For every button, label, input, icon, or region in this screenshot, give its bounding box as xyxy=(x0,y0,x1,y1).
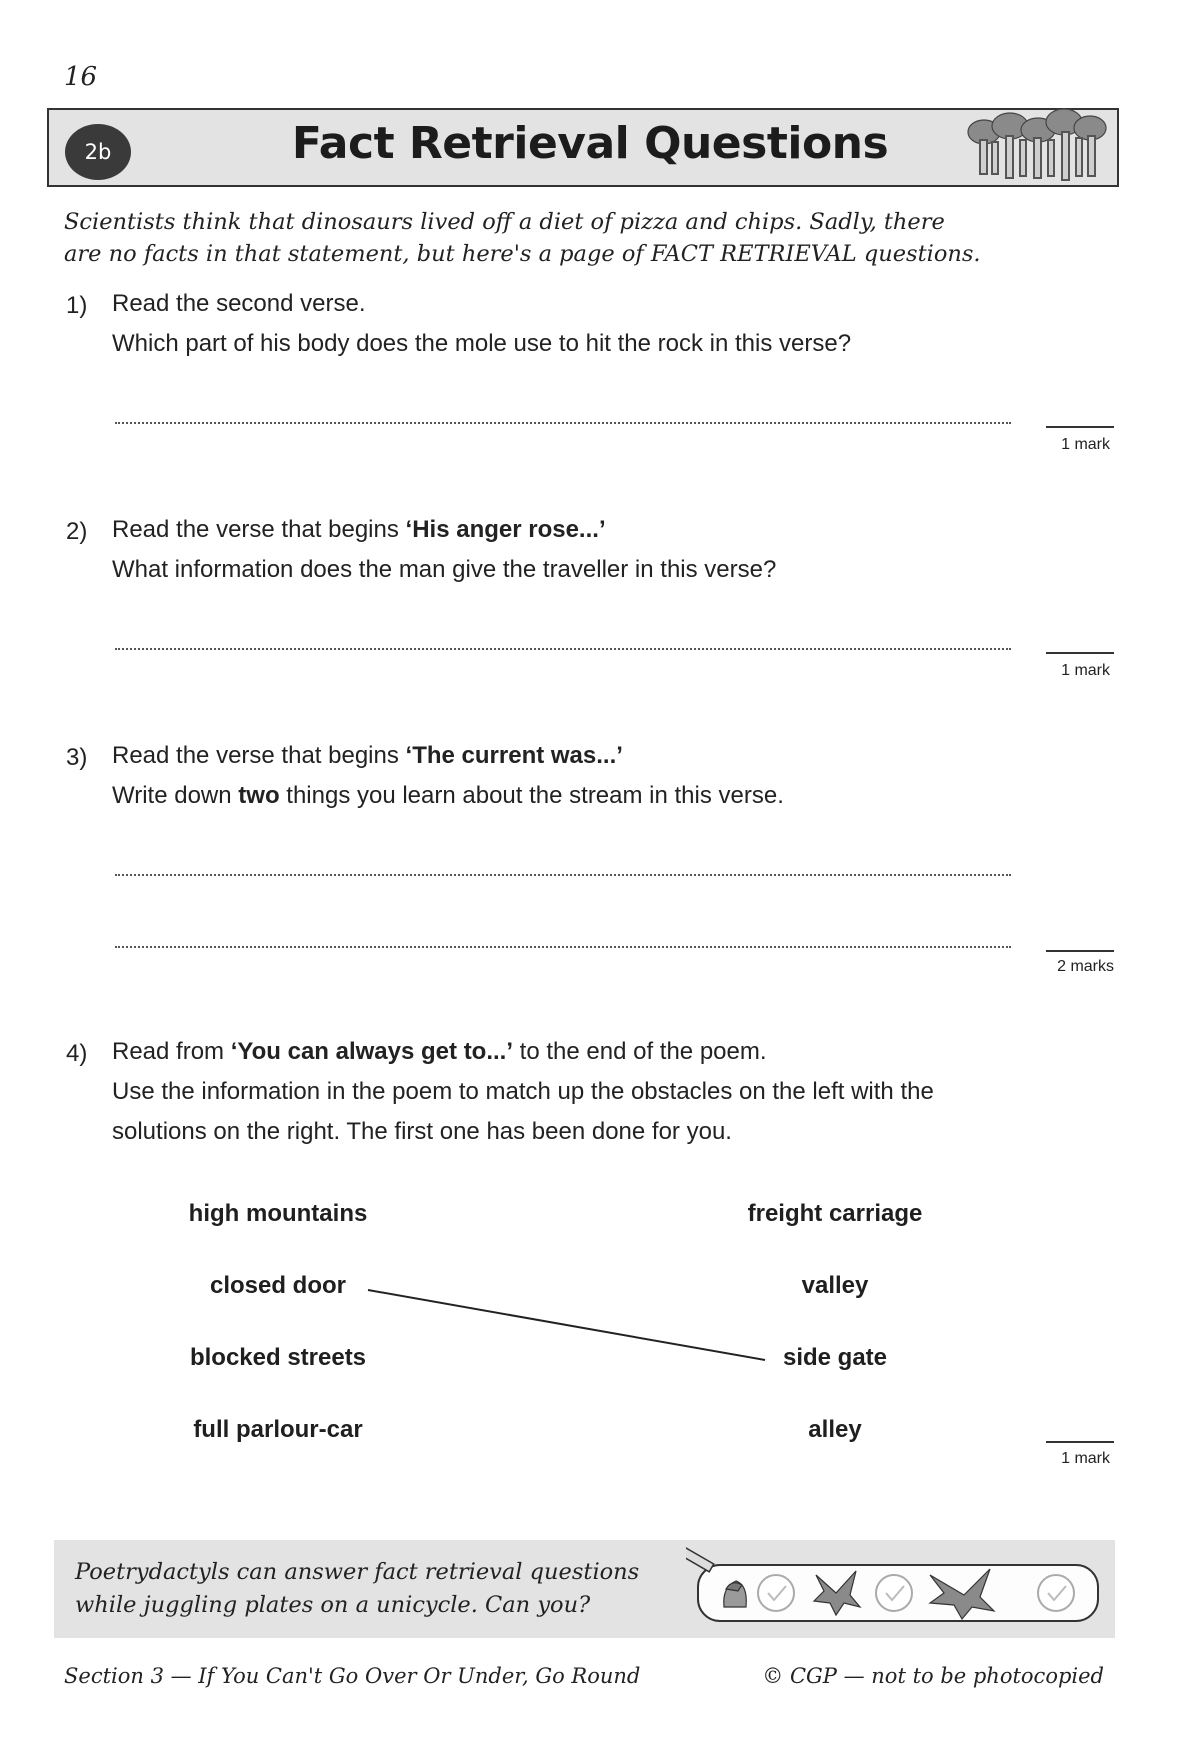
question-4-line-2: Use the information in the poem to match up the obstacles on the left with the xyxy=(112,1078,934,1105)
mark-box-4 xyxy=(1046,1441,1114,1443)
section-footer: Section 3 — If You Can't Go Over Or Under, Go Round xyxy=(64,1664,641,1688)
question-3-quote: ‘The current was...’ xyxy=(405,742,623,769)
question-4-line-3: solutions on the right. The first one has been done for you. xyxy=(112,1118,732,1145)
question-number-1: 1) xyxy=(66,292,88,319)
question-4-line-1-pre: Read from xyxy=(112,1038,231,1065)
question-1-line-2: Which part of his body does the mole use to hit the rock in this verse? xyxy=(112,330,852,357)
obstacle-high-mountains[interactable]: high mountains xyxy=(188,1200,368,1227)
question-number-2: 2) xyxy=(66,518,88,545)
check-circle-2-icon xyxy=(876,1575,912,1611)
obstacle-full-parlour-car[interactable]: full parlour-car xyxy=(193,1416,363,1443)
question-1-line-1: Read the second verse. xyxy=(112,290,366,317)
page-title: Fact Retrieval Questions xyxy=(291,118,889,169)
pencil-icon xyxy=(686,1547,714,1572)
question-2-quote: ‘His anger rose...’ xyxy=(405,516,606,543)
mark-label-4: 1 mark xyxy=(1061,1450,1110,1467)
question-4-quote: ‘You can always get to...’ xyxy=(230,1038,514,1065)
self-assessment-tracker xyxy=(686,1545,1106,1635)
check-circle-3-icon xyxy=(1038,1575,1074,1611)
mark-label-2: 1 mark xyxy=(1061,662,1110,679)
solution-freight-carriage[interactable]: freight carriage xyxy=(747,1200,923,1227)
intro-line-2: are no facts in that statement, but here's a page of FACT RETRIEVAL questions. xyxy=(64,241,981,267)
question-3-line-1-pre: Read the verse that begins xyxy=(112,742,406,769)
question-number-4: 4) xyxy=(66,1040,88,1067)
footer-line-2: while juggling plates on a unicycle. Can you? xyxy=(75,1592,591,1618)
section-badge: 2b xyxy=(65,124,131,180)
question-3-line-2-pre: Write down xyxy=(112,782,239,809)
obstacle-closed-door[interactable]: closed door xyxy=(209,1272,347,1299)
intro-line-1: Scientists think that dinosaurs lived off a diet of pizza and chips. Sadly, there xyxy=(64,209,945,235)
page-number: 16 xyxy=(64,62,98,92)
question-3-line-2-post: things you learn about the stream in this verse. xyxy=(279,782,784,809)
question-number-3: 3) xyxy=(66,744,88,771)
solution-valley[interactable]: valley xyxy=(801,1272,869,1299)
question-4-line-1-post: to the end of the poem. xyxy=(513,1038,767,1065)
copyright-notice: © CGP — not to be photocopied xyxy=(762,1664,1104,1688)
obstacle-blocked-streets[interactable]: blocked streets xyxy=(189,1344,367,1371)
check-circle-1-icon xyxy=(758,1575,794,1611)
solution-alley[interactable]: alley xyxy=(808,1416,862,1443)
mark-label-3: 2 marks xyxy=(1057,958,1114,975)
footer-line-1: Poetrydactyls can answer fact retrieval questions xyxy=(75,1559,640,1585)
question-2-line-1-pre: Read the verse that begins xyxy=(112,516,406,543)
question-3-emphasis: two xyxy=(238,782,280,809)
question-2-line-2: What information does the man give the traveller in this verse? xyxy=(112,556,777,583)
footer-prompt xyxy=(75,1556,675,1622)
example-match-line xyxy=(368,1290,765,1360)
solution-side-gate[interactable]: side gate xyxy=(782,1344,888,1371)
mark-label-1: 1 mark xyxy=(1061,436,1110,453)
